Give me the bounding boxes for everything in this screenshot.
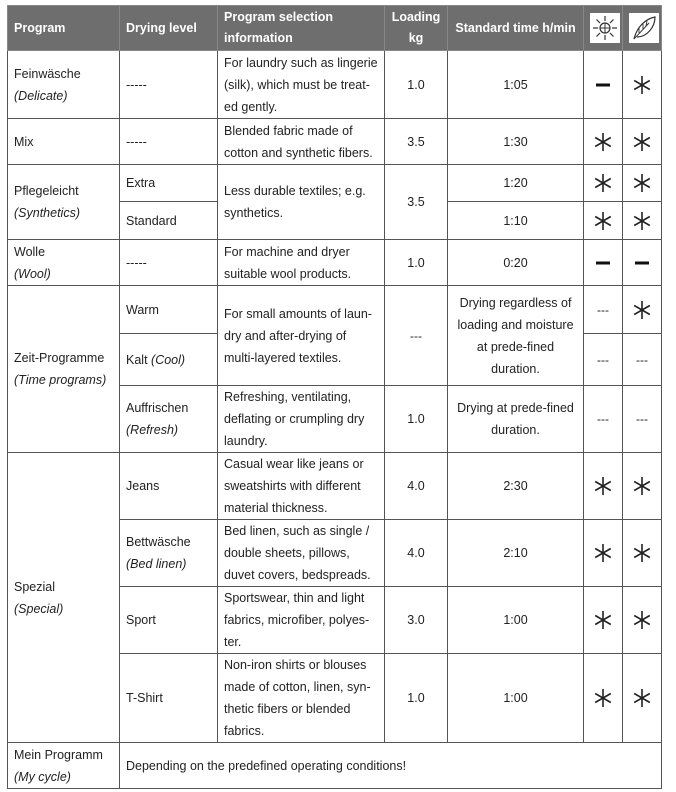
table-header [8, 6, 662, 51]
sun-cell [584, 51, 623, 119]
loading-kg: 1.0 [385, 654, 448, 743]
leaf-cell [623, 334, 662, 386]
sun-cell [584, 520, 623, 587]
program-info: Non-iron shirts or blouses made of cotton, linen, syn-thetic fibers or blended fabrics. [218, 654, 385, 743]
availability-mark [630, 213, 654, 227]
asterisk-icon [591, 608, 615, 632]
header-loading: Loading kg [385, 6, 448, 51]
header-leaf [623, 6, 662, 51]
drying-level: ----- [120, 119, 218, 165]
leaf-cell [623, 286, 662, 334]
asterisk-icon [630, 686, 654, 710]
asterisk-icon [591, 171, 615, 195]
header-sun [584, 6, 623, 51]
program-info: Depending on the predefined operating conditions! [120, 743, 662, 789]
dash-icon [591, 73, 615, 97]
header-drying-level: Drying level [120, 6, 218, 51]
drying-level [120, 520, 218, 587]
program-info: For laundry such as lingerie (silk), which must be treat-ed gently. [218, 51, 385, 119]
availability-mark: --- [597, 352, 609, 367]
program-info: Refreshing, ventilating, deflating or crumpling dry laundry. [218, 386, 385, 453]
drying-level: Sport [120, 587, 218, 654]
availability-mark: --- [597, 302, 609, 317]
row-zeit-warm [8, 286, 662, 334]
standard-time: 1:00 [448, 587, 584, 654]
standard-time: 2:30 [448, 453, 584, 520]
availability-mark [630, 690, 654, 704]
loading-kg: 4.0 [385, 453, 448, 520]
row-spezial-jeans [8, 453, 662, 520]
program-label: Feinwäsche [14, 66, 81, 81]
program-name [8, 165, 120, 240]
program-info: Blended fabric made of cotton and synthetic fibers. [218, 119, 385, 165]
standard-time: Drying at prede-fined duration. [448, 386, 584, 453]
level-label: Bettwäsche [126, 535, 191, 549]
asterisk-icon [630, 73, 654, 97]
asterisk-icon [591, 130, 615, 154]
availability-mark [591, 545, 615, 559]
program-name [8, 240, 120, 286]
availability-mark [630, 175, 654, 189]
drying-level: T-Shirt [120, 654, 218, 743]
sun-cell [584, 654, 623, 743]
leaf-cell [623, 587, 662, 654]
drying-level: Extra [120, 165, 218, 202]
loading-kg: 1.0 [385, 51, 448, 119]
leaf-cell [623, 240, 662, 286]
asterisk-icon [591, 474, 615, 498]
availability-mark [630, 255, 654, 269]
availability-mark [630, 77, 654, 91]
loading-kg: 4.0 [385, 520, 448, 587]
leaf-cell [623, 119, 662, 165]
header-info: Program selection information [218, 6, 385, 51]
loading-kg: 1.0 [385, 386, 448, 453]
availability-mark [630, 478, 654, 492]
program-name [8, 743, 120, 789]
leaf-cell [623, 51, 662, 119]
asterisk-icon [630, 298, 654, 322]
program-info: Sportswear, thin and light fabrics, microfiber, polyes-ter. [218, 587, 385, 654]
asterisk-icon [630, 474, 654, 498]
leaf-cell [623, 520, 662, 587]
level-label-en: (Refresh) [126, 423, 179, 437]
drying-level [120, 386, 218, 453]
availability-mark [591, 612, 615, 626]
program-label-en: (Synthetics) [14, 206, 80, 220]
standard-time: 1:20 [448, 165, 584, 202]
asterisk-icon [630, 541, 654, 565]
availability-mark [591, 175, 615, 189]
availability-mark [630, 545, 654, 559]
availability-mark [591, 134, 615, 148]
availability-mark [630, 134, 654, 148]
leaf-cell [623, 202, 662, 240]
level-label: Kalt [126, 352, 148, 367]
leaf-cell [623, 654, 662, 743]
program-label: Pflegeleicht [14, 184, 79, 198]
program-name [8, 286, 120, 453]
program-label: Spezial [14, 579, 55, 594]
leaf-cell [623, 386, 662, 453]
program-name: Mix [8, 119, 120, 165]
level-label-en: (Cool) [151, 352, 186, 367]
program-label: Mein Programm [14, 747, 103, 762]
sun-cell [584, 587, 623, 654]
program-label-en: (Time programs) [14, 373, 107, 387]
sun-cell [584, 240, 623, 286]
leaf-cell [623, 165, 662, 202]
sun-cell [584, 453, 623, 520]
program-label-en: (My cycle) [14, 769, 71, 784]
level-label-en: (Bed linen) [126, 557, 187, 571]
availability-mark [591, 255, 615, 269]
standard-time: 2:10 [448, 520, 584, 587]
sun-cell [584, 165, 623, 202]
asterisk-icon [630, 130, 654, 154]
loading-kg: 3.5 [385, 165, 448, 240]
drying-level [120, 334, 218, 386]
standard-time: 1:10 [448, 202, 584, 240]
program-info: Bed linen, such as single / double sheets, pillows, duvet covers, bedspreads. [218, 520, 385, 587]
loading-kg: 3.0 [385, 587, 448, 654]
program-info: Casual wear like jeans or sweatshirts with different material thickness. [218, 453, 385, 520]
loading-kg: 1.0 [385, 240, 448, 286]
drying-level: Warm [120, 286, 218, 334]
availability-mark [591, 213, 615, 227]
program-info: For machine and dryer suitable wool products. [218, 240, 385, 286]
standard-time: 1:00 [448, 654, 584, 743]
program-name [8, 453, 120, 743]
program-name [8, 51, 120, 119]
sun-cell [584, 202, 623, 240]
standard-time: 1:30 [448, 119, 584, 165]
sun-cell [584, 286, 623, 334]
program-info: Less durable textiles; e.g. synthetics. [218, 165, 385, 240]
row-mein-programm [8, 743, 662, 789]
program-label: Wolle [14, 244, 46, 259]
row-feinwaesche [8, 51, 662, 119]
leaf-cell [623, 453, 662, 520]
row-mix [8, 119, 662, 165]
availability-mark: --- [597, 412, 609, 426]
sun-cell [584, 334, 623, 386]
loading-kg: 3.5 [385, 119, 448, 165]
dash-icon [591, 251, 615, 275]
leaf-icon [629, 13, 659, 43]
asterisk-icon [630, 209, 654, 233]
availability-mark: --- [636, 352, 648, 367]
sun-cell [584, 386, 623, 453]
availability-mark [630, 612, 654, 626]
availability-mark [630, 302, 654, 316]
drying-level: ----- [120, 51, 218, 119]
sun-cell [584, 119, 623, 165]
asterisk-icon [630, 608, 654, 632]
program-label-en: (Special) [14, 601, 64, 616]
standard-time: Drying regardless of loading and moisture at prede-fined duration. [448, 286, 584, 386]
availability-mark [591, 690, 615, 704]
drying-level: ----- [120, 240, 218, 286]
availability-mark [591, 478, 615, 492]
program-info: For small amounts of laun-dry and after-drying of multi-layered textiles. [218, 286, 385, 386]
asterisk-icon [591, 209, 615, 233]
drying-level: Jeans [120, 453, 218, 520]
standard-time: 0:20 [448, 240, 584, 286]
asterisk-icon [591, 541, 615, 565]
drying-level: Standard [120, 202, 218, 240]
availability-mark: --- [636, 412, 648, 426]
asterisk-icon [630, 171, 654, 195]
loading-kg: --- [385, 286, 448, 386]
standard-time: 1:05 [448, 51, 584, 119]
program-table [7, 5, 662, 789]
dash-icon [630, 251, 654, 275]
header-program: Program [8, 6, 120, 51]
level-label: Auffrischen [126, 401, 189, 415]
header-time: Standard time h/min [448, 6, 584, 51]
availability-mark [591, 77, 615, 91]
asterisk-icon [591, 686, 615, 710]
row-wolle [8, 240, 662, 286]
program-label-en: (Wool) [14, 266, 51, 281]
program-label: Zeit-Programme [14, 351, 105, 365]
row-pflege-extra [8, 165, 662, 202]
sun-icon [590, 13, 620, 43]
program-label-en: (Delicate) [14, 88, 68, 103]
